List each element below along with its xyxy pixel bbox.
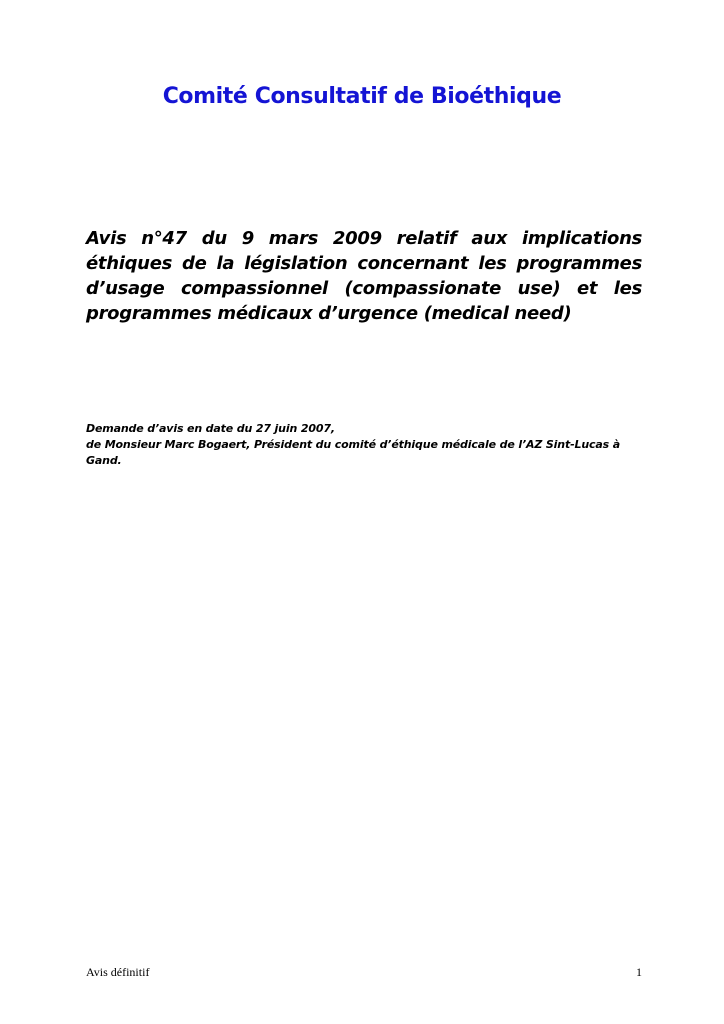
request-date-line: Demande d’avis en date du 27 juin 2007, <box>86 422 335 435</box>
request-author-line: de Monsieur Marc Bogaert, Président du comité d’éthique médicale de l’AZ Sint-Lucas à Gand. <box>86 438 621 467</box>
page-number: 1 <box>636 965 642 979</box>
request-info <box>86 421 642 469</box>
footer-label: Avis définitif <box>86 965 150 979</box>
page-title: Comité Consultatif de Bioéthique <box>162 84 562 109</box>
opinion-heading: Avis n°47 du 9 mars 2009 relatif aux implications éthiques de la législation concernant les programmes d’usage compassionnel (compassionate use) et les programmes médicaux d’urgence (medical need) <box>86 228 642 324</box>
